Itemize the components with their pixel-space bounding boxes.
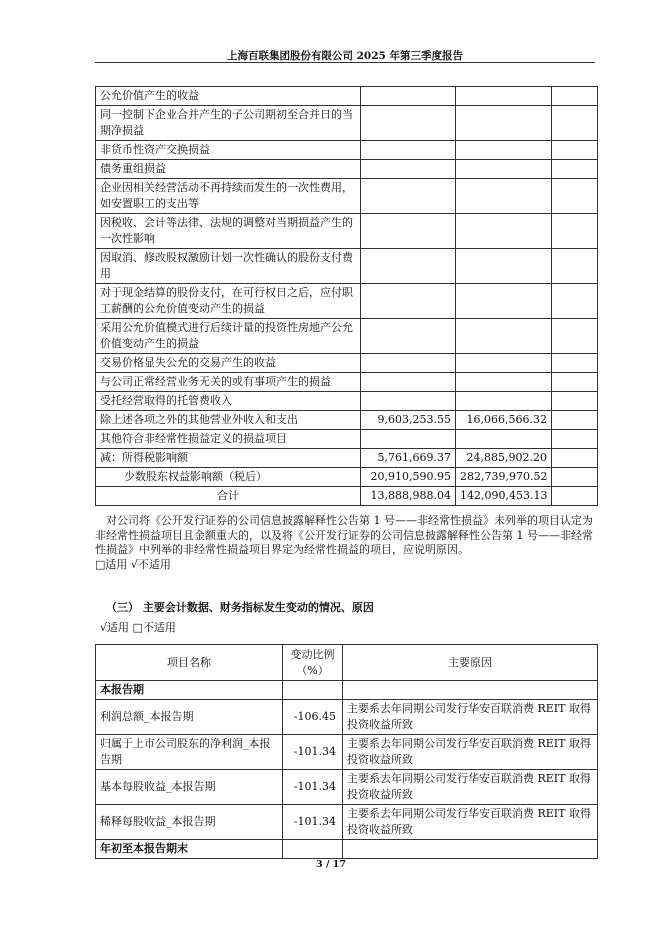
non-recurring-items-table	[95, 86, 598, 506]
row-note	[552, 87, 598, 106]
empty-cell	[343, 681, 598, 700]
table-row	[96, 141, 598, 160]
row-note	[552, 106, 598, 141]
header-name: 项目名称	[96, 645, 283, 681]
table-row	[96, 449, 598, 468]
row-current-amount	[361, 284, 456, 319]
table-header-row	[96, 645, 598, 681]
row-current-amount: 5,761,669.37	[361, 449, 456, 468]
row-item: 除上述各项之外的其他营业外收入和支出	[96, 411, 361, 430]
row-ytd-amount	[456, 373, 552, 392]
header-rule	[95, 62, 595, 63]
row-ytd-amount: 16,066,566.32	[456, 411, 552, 430]
section-ytd-label: 年初至本报告期末	[96, 840, 283, 859]
row-note	[552, 160, 598, 179]
table-row	[96, 249, 598, 284]
row-item: 合计	[96, 487, 361, 506]
row-current-amount	[361, 373, 456, 392]
row-reason: 主要系去年同期公司发行华安百联消费 REIT 取得投资收益所致	[343, 735, 598, 770]
row-current-amount	[361, 106, 456, 141]
row-item: 非货币性资产交换损益	[96, 141, 361, 160]
row-note	[552, 411, 598, 430]
row-ratio: -101.34	[283, 770, 343, 805]
row-current-amount	[361, 319, 456, 354]
row-current-amount	[361, 430, 456, 449]
empty-cell	[283, 840, 343, 859]
page-header: 上海百联集团股份有限公司 2025 年第三季度报告	[226, 50, 464, 62]
row-note	[552, 179, 598, 214]
row-item: 少数股东权益影响额（税后）	[96, 468, 361, 487]
page-number: 3 / 17	[316, 859, 346, 870]
empty-cell	[343, 840, 598, 859]
table-row	[96, 106, 598, 141]
table-row	[96, 179, 598, 214]
row-current-amount	[361, 87, 456, 106]
table-row	[96, 319, 598, 354]
table-row	[96, 700, 598, 735]
table-row	[96, 214, 598, 249]
row-ytd-amount	[456, 249, 552, 284]
header-reason: 主要原因	[343, 645, 598, 681]
row-ratio: -106.45	[283, 700, 343, 735]
row-ytd-amount: 24,885,902.20	[456, 449, 552, 468]
explanation-paragraph: 对公司将《公开发行证券的公司信息披露解释性公告第 1 号——非经常性损益》未列举的项目认定为非经常性损益项目且金额重大的，以及将《公开发行证券的公司信息披露解释性公告第 1 号——非经常性损益》中列举的非经常性损益项目界定为经常性损益的项目，应说明原因。	[95, 514, 593, 556]
row-current-amount	[361, 392, 456, 411]
row-ytd-amount	[456, 179, 552, 214]
row-item: 与公司正常经营业务无关的或有事项产生的损益	[96, 373, 361, 392]
table-row	[96, 411, 598, 430]
table-row	[96, 468, 598, 487]
row-ytd-amount	[456, 430, 552, 449]
row-ytd-amount	[456, 106, 552, 141]
row-item: 其他符合非经常性损益定义的损益项目	[96, 430, 361, 449]
row-item: 减：所得税影响额	[96, 449, 361, 468]
row-item: 对于现金结算的股份支付，在可行权日之后，应付职工薪酬的公允价值变动产生的损益	[96, 284, 361, 319]
row-item: 因税收、会计等法律、法规的调整对当期损益产生的一次性影响	[96, 214, 361, 249]
row-name: 利润总额_本报告期	[96, 700, 283, 735]
row-reason: 主要系去年同期公司发行华安百联消费 REIT 取得投资收益所致	[343, 770, 598, 805]
table-row	[96, 354, 598, 373]
row-current-amount	[361, 179, 456, 214]
row-ytd-amount	[456, 392, 552, 411]
section-applicable: √适用 □不适用	[100, 621, 176, 634]
row-ratio: -101.34	[283, 805, 343, 840]
row-note	[552, 319, 598, 354]
row-note	[552, 214, 598, 249]
row-note	[552, 141, 598, 160]
row-note	[552, 373, 598, 392]
row-note	[552, 468, 598, 487]
row-item: 因取消、修改股权激励计划一次性确认的股份支付费用	[96, 249, 361, 284]
section-row-current	[96, 681, 598, 700]
table-row	[96, 487, 598, 506]
section-row-ytd	[96, 840, 598, 859]
header-ratio: 变动比例（%）	[283, 645, 343, 681]
row-item: 公允价值产生的收益	[96, 87, 361, 106]
row-ytd-amount	[456, 87, 552, 106]
row-current-amount	[361, 354, 456, 373]
table-row	[96, 770, 598, 805]
row-name: 归属于上市公司股东的净利润_本报告期	[96, 735, 283, 770]
table-row	[96, 284, 598, 319]
row-reason: 主要系去年同期公司发行华安百联消费 REIT 取得投资收益所致	[343, 805, 598, 840]
row-item: 同一控制下企业合并产生的子公司期初至合并日的当期净损益	[96, 106, 361, 141]
row-ytd-amount	[456, 141, 552, 160]
row-ytd-amount	[456, 214, 552, 249]
section-heading: （三） 主要会计数据、财务指标发生变动的情况、原因	[106, 601, 374, 614]
row-item: 采用公允价值模式进行后续计量的投资性房地产公允价值变动产生的损益	[96, 319, 361, 354]
row-item: 交易价格显失公允的交易产生的收益	[96, 354, 361, 373]
row-current-amount: 20,910,590.95	[361, 468, 456, 487]
row-ytd-amount: 142,090,453.13	[456, 487, 552, 506]
row-ratio: -101.34	[283, 735, 343, 770]
row-ytd-amount	[456, 319, 552, 354]
row-current-amount: 9,603,253.55	[361, 411, 456, 430]
row-ytd-amount	[456, 160, 552, 179]
table-row	[96, 373, 598, 392]
row-note	[552, 249, 598, 284]
row-note	[552, 392, 598, 411]
row-current-amount	[361, 249, 456, 284]
table-row	[96, 805, 598, 840]
row-note	[552, 487, 598, 506]
row-ytd-amount	[456, 284, 552, 319]
row-note	[552, 284, 598, 319]
row-item: 受托经营取得的托管费收入	[96, 392, 361, 411]
row-ytd-amount: 282,739,970.52	[456, 468, 552, 487]
row-note	[552, 354, 598, 373]
row-name: 基本每股收益_本报告期	[96, 770, 283, 805]
row-ytd-amount	[456, 354, 552, 373]
row-note	[552, 430, 598, 449]
table-row	[96, 87, 598, 106]
table-row	[96, 160, 598, 179]
explanation-block	[95, 514, 597, 572]
row-item: 企业因相关经营活动不再持续而发生的一次性费用，如安置职工的支出等	[96, 179, 361, 214]
row-reason: 主要系去年同期公司发行华安百联消费 REIT 取得投资收益所致	[343, 700, 598, 735]
row-note	[552, 449, 598, 468]
change-reasons-table	[95, 644, 598, 859]
table-row	[96, 392, 598, 411]
row-name: 稀释每股收益_本报告期	[96, 805, 283, 840]
explanation-applicable: □适用 √不适用	[95, 557, 171, 571]
row-current-amount: 13,888,988.04	[361, 487, 456, 506]
row-current-amount	[361, 214, 456, 249]
row-current-amount	[361, 160, 456, 179]
section-current-label: 本报告期	[96, 681, 283, 700]
row-current-amount	[361, 141, 456, 160]
table-row	[96, 430, 598, 449]
table-row	[96, 735, 598, 770]
empty-cell	[283, 681, 343, 700]
row-item: 债务重组损益	[96, 160, 361, 179]
